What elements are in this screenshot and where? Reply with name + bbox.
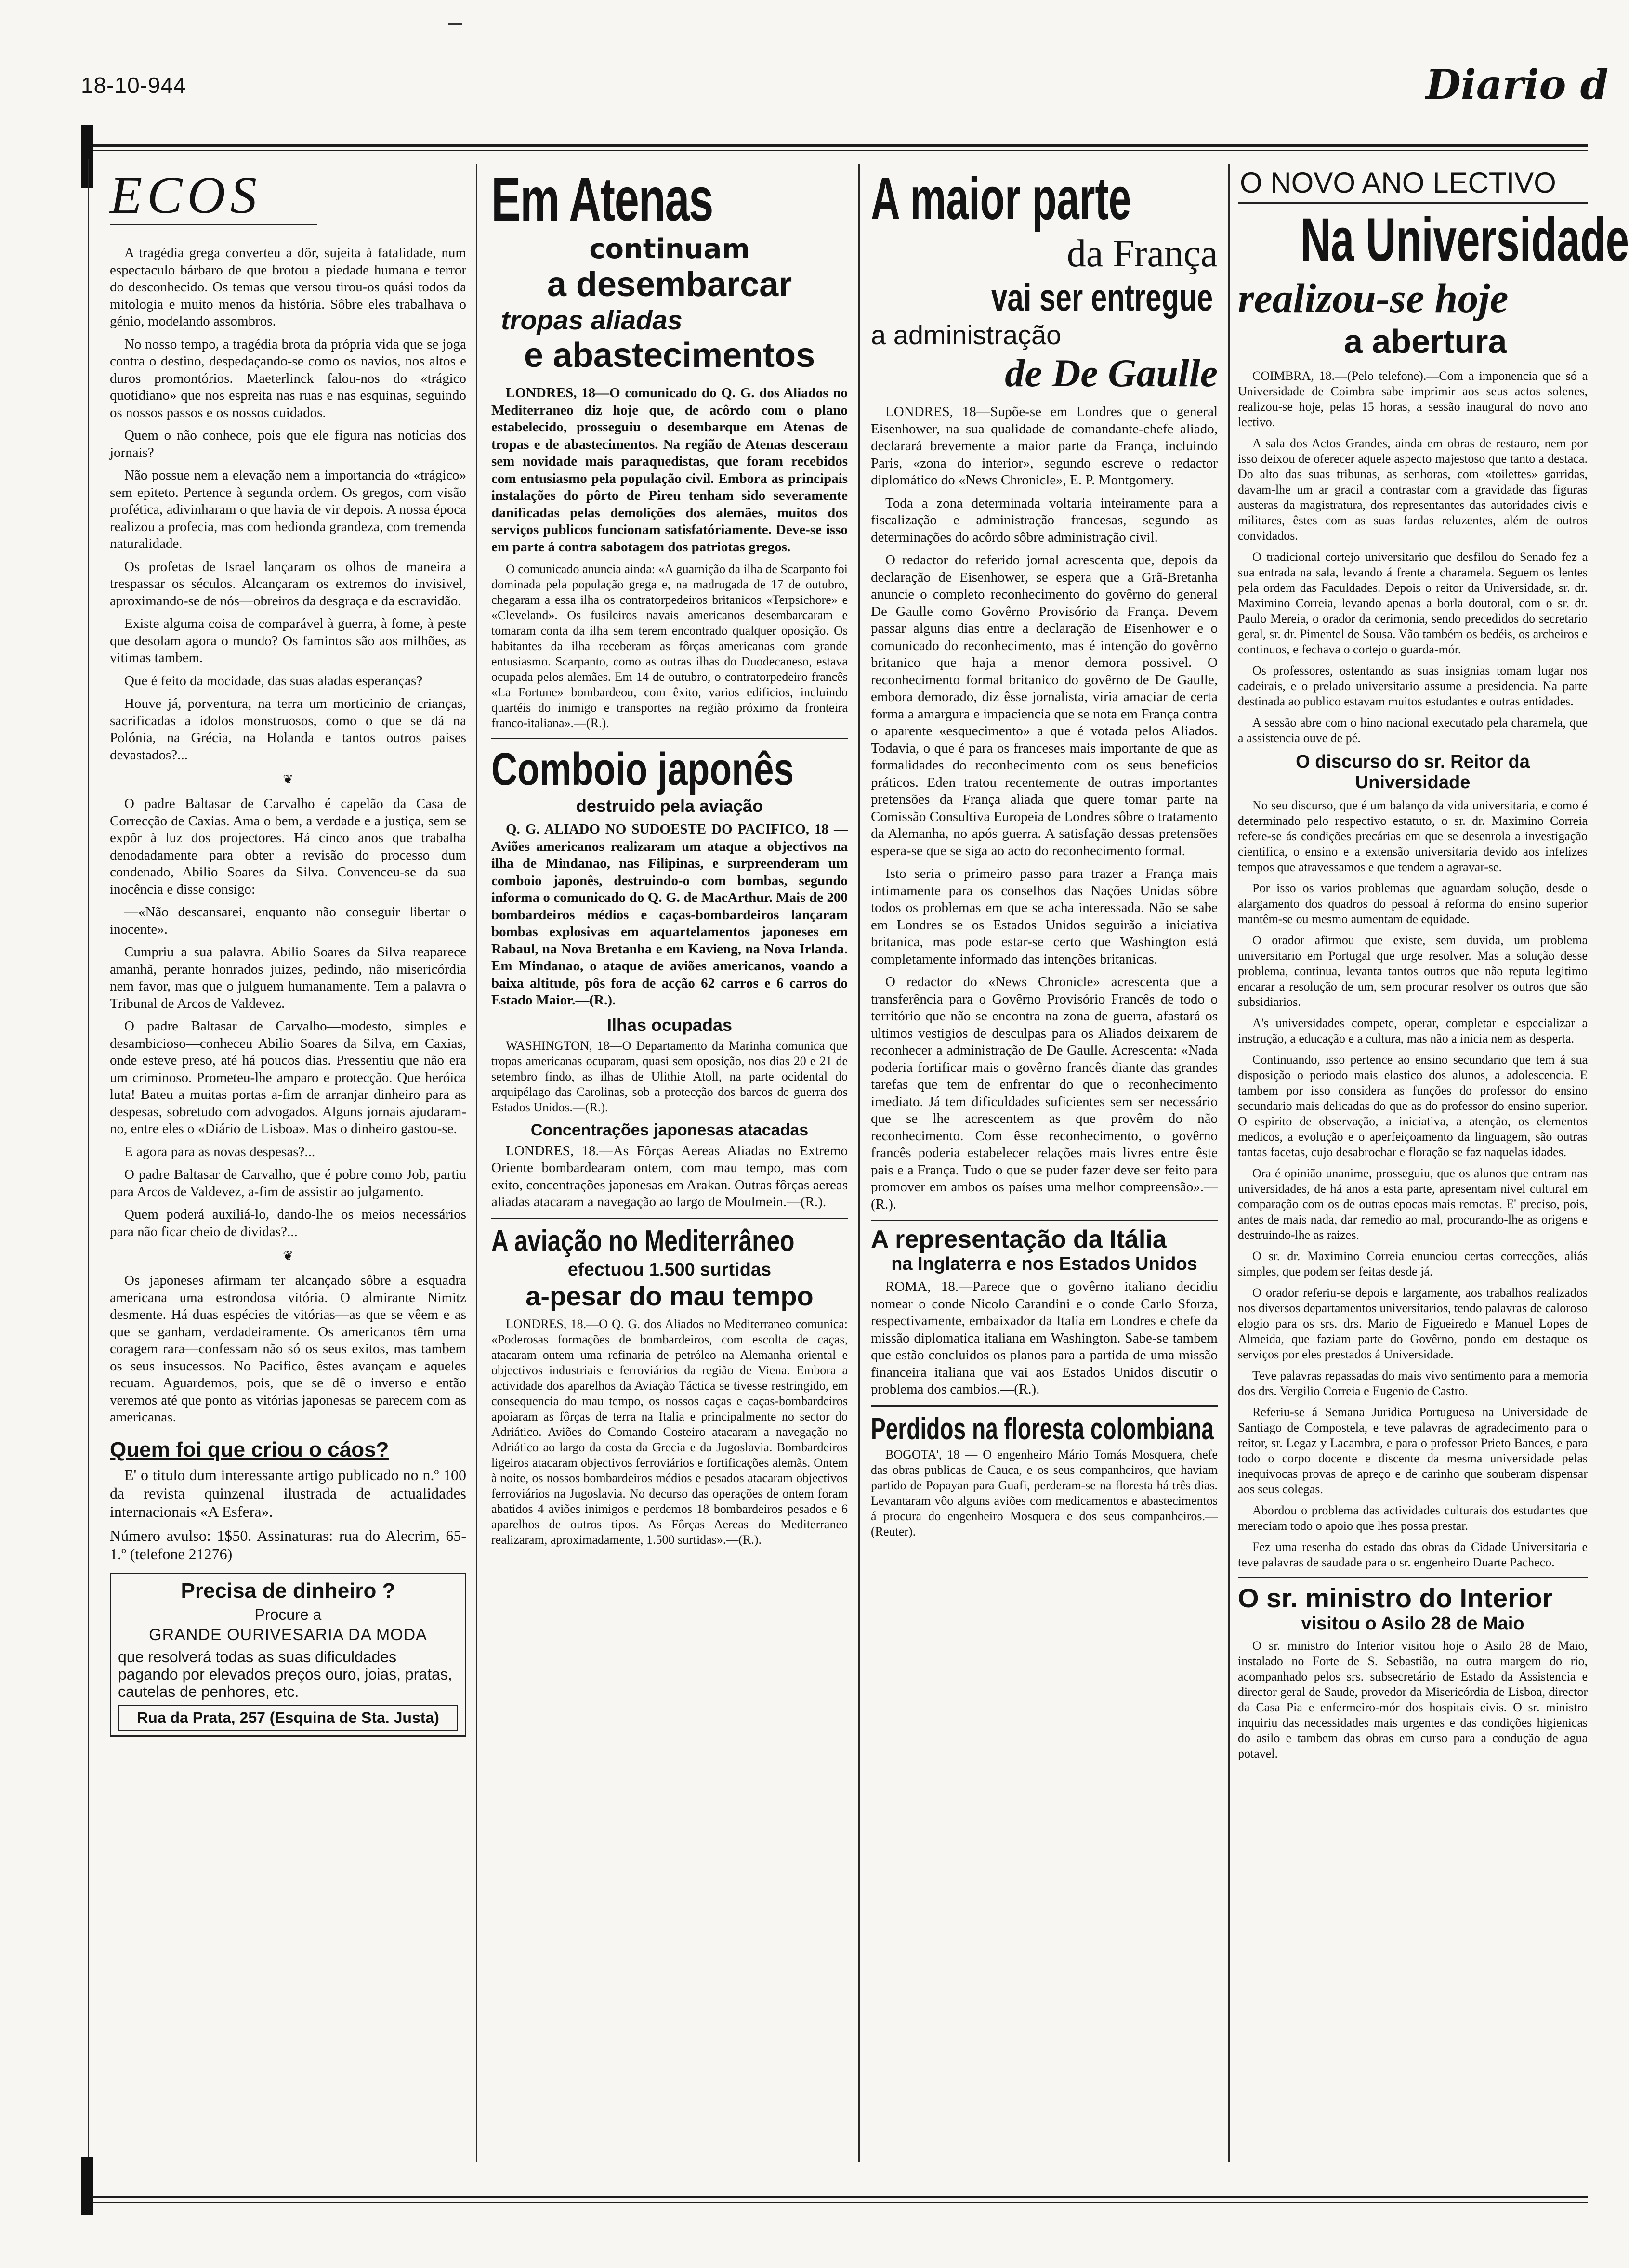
paragraph: Os professores, ostentando as suas insignias tomam lugar nos cadeirais, e o prelado universitario assume a presidencia. Na parte destinada ao publico estavam muitos estudantes e outras entidades. xyxy=(1238,664,1588,708)
ministro-text: O sr. ministro do Interior visitou hoje o Asilo 28 de Maio, instalado no Forte de S. Sebastião, na outra margem do rio, acompanhado pelos srs. subsecretário de Estado da Assistencia e director geral de Saude, provedor da Misericórdia de Lisboa, director da Casa Pia e enfermeiro-mór dos hospitais civis. O sr. ministro inquiriu das necessidades mais urgentes e das condições higienicas do asilo e tambem das obras em curso para a condução de agua potavel. xyxy=(1238,1639,1588,1760)
margin-block-bottom xyxy=(81,2157,93,2215)
ecos-body-2 xyxy=(110,795,466,1240)
divider xyxy=(871,1405,1218,1407)
aviacao-text: LONDRES, 18.—O Q. G. dos Aliados no Mediterraneo comunica: «Poderosas formações de bombardeiros, com escolta de caças, atacaram ontem uma refinaria de petróleo na Alemanha oriental e objectivos industriais e ferroviários da região de Viena. Embora a actividade dos aparelhos da Aviação Táctica se tivesse restringido, em consequencia do mau tempo, os nossos caças e caças-bombardeiros apoiaram as fôrças de terra na Italia e principalmente no sector do Adriático. Aviões do Comando Costeiro atacaram a navegação no Adriático ao largo da costa da Grecia e da Jugoslavia. Bombardeiros ligeiros atacaram objectivos ferroviários e fortificações alemãs. Ontem à noite, os nossos bombardeiros médios e pesados atacaram objectivos ferroviários na Jugoslavia. No decurso das operações de ontem foram abatidos 4 aviões inimigos e perdemos 18 bombardeiros pesados e 6 aparelhos de outros tipos. As Fôrças Aereas do Mediterraneo realizaram, aproximadamente, 1.500 surtidas».—(R.). xyxy=(491,1316,848,1547)
paragraph: O orador referiu-se depois e largamente, aos trabalhos realizados nos diversos departamentos universitarios, tendo palavras de caloroso elogio para os srs. drs. Mario de Figueiredo e Manuel Lopes de Almeida, que faziam parte do Govêrno, pondo em destaque os serviços por eles prestados á Universidade. xyxy=(1238,1286,1588,1361)
ministro-headline: O sr. ministro do Interior xyxy=(1238,1583,1553,1613)
franca-body xyxy=(871,404,1218,1213)
paragraph: LONDRES, 18—O comunicado do Q. G. dos Aliados no Mediterraneo diz hoje que, de acôrdo com o plano estabelecido, prosseguiu o desembarque em Atenas de tropas e de abastecimentos. Na região de Atenas desceram sem novidade mais paraquedistas, que foram recebidos com entusiasmo pela população civil. Embora as principais instalações do pôrto de Pireu tenham sido severamente danificadas pelas demolições dos alemães, muitos dos serviços publicos funcionam satisfatóriamente. Deve-se isso em parte á contra sabotagem dos patriotas gregos. xyxy=(491,385,848,555)
atenas-deck3: tropas aliadas xyxy=(501,305,683,335)
divider xyxy=(491,1218,848,1219)
paragraph: O redactor do «News Chronicle» acrescenta que a transferência para o Govêrno Provisório Francês de todo o território que não se encontra na zona de guerra, afastará os ultimos vestigios de desculpas para os Aliados deixarem de reconhecer a administração de De Gaulle. Acrescenta: «Nada poderia fortificar mais o govêrno francês diante das grandes tarefas que tem de enfrentar do que o reconhecimento imediato. Já tem dificuldades suficientes sem ser necessário que se lhe acrescentem as que provêm do não reconhecimento. Com êsse reconhecimento, o govêrno francês poderia estabelecer relações mais livres entre êste pais e a França. Tudo o que se puder fazer deve ser feito para promover em ambos os países uma melhor compreensão».—(R.). xyxy=(871,974,1218,1212)
comboio-headline: Comboio japonês xyxy=(491,743,794,795)
bottom-rule xyxy=(92,2196,1588,2198)
paragraph: Q. G. ALIADO NO SUDOESTE DO PACIFICO, 18 — Aviões americanos realizaram um ataque a objectivos na ilha de Mindanao, nas Filipinas, e surpreenderam um comboio japonês, destruindo-o com bombas, segundo informa o comunicado do Q. G. de MacArthur. Mais de 200 bombardeiros médios e caças-bombardeiros lançaram bombas explosivas em aquartelamentos japoneses em Rabaul, na Nova Bretanha e em Kavieng, na Nova Irlanda. Em Mindanao, o ataque de aviões americanos, voando a baixa altitude, pôs fora de acção 62 carros e 6 carros do Estado Maior.—(R.). xyxy=(491,821,848,1008)
universidade-deck1: realizou-se hoje xyxy=(1238,275,1509,321)
ilhas-text: WASHINGTON, 18—O Departamento da Marinha comunica que tropas americanas ocuparam, quasi sem oposição, nos dias 20 e 21 de setembro findo, as ilhas de Ulithie Atoll, na parte ocidental do arquipélago das Carolinas, sob a protecção dos barcos de guerra dos Estados Unidos.—(R.). xyxy=(491,1038,848,1114)
atenas-deck4: e abastecimentos xyxy=(524,336,815,375)
paragraph: A's universidades compete, operar, completar e especializar a instrução, a educação e a cultura, mas não a inicia nem as desperta. xyxy=(1238,1016,1588,1045)
paragraph: Fez uma resenha do estado das obras da Cidade Universitaria e teve palavras de saudade para o sr. engenheiro Duarte Pacheco. xyxy=(1238,1540,1588,1569)
franca-headline: A maior parte xyxy=(871,166,1131,232)
column-rule-3 xyxy=(1228,164,1230,2162)
ecos-body-3 xyxy=(110,1272,466,1426)
separator: ❦ xyxy=(283,772,293,786)
paragraph: A sala dos Actos Grandes, ainda em obras de restauro, nem por isso deixou de oferecer aquele aspecto majestoso que tanto a destaca. Do alto das suas tribunas, as senhoras, com «toilettes» garridas, davam-lhe um ar gracil a contrastar com a gravidade das figuras austeras da magistratura, dos representantes das autoridades civis e militares, êstes com as suas fardas reluzentes, além de outros convidados. xyxy=(1238,436,1588,543)
paragraph: Não possue nem a elevação nem a importancia do «trágico» sem epiteto. Pertence à segunda ordem. Os gregos, com visão profética, adivinharam o que havia de vir depois. A nossa época realizou a profecia, mas com hedionda grandeza, com tremenda naturalidade. xyxy=(110,468,466,551)
italia-headline: A representação da Itália xyxy=(871,1225,1167,1253)
paragraph: Referiu-se á Semana Juridica Portuguesa na Universidade de Santiago de Compostela, e teve palavras de agradecimento para o reitor, sr. Legaz y Lacambra, e para o professor Prieto Bances, e para todo o corpo docente e discente da mesma universidade pelas inequivocas provas de apreço e de carinho que souberam dispensar aos seus colegas. xyxy=(1238,1405,1588,1496)
concentracoes-text: LONDRES, 18.—As Fôrças Aereas Aliadas no Extremo Oriente bombardearam ontem, com mau tempo, mas com exito, concentrações japonesas em Arakan. Outras fôrças aereas aliadas atacaram a navegação ao largo de Moulmein.—(R.). xyxy=(491,1143,848,1210)
atenas-deck1: continuam xyxy=(589,234,750,265)
paragraph: No seu discurso, que é um balanço da vida universitaria, e como é determinado pelo respectivo estatuto, o sr. dr. Maximino Correia refere-se ás condições precárias em que se desenrola a investigação cientifica, o ensino e a extensão universitaria devido aos infelizes tempos que atravessamos e que tendem a agravar-se. xyxy=(1238,798,1588,874)
paragraph: Cumpriu a sua palavra. Abilio Soares da Silva reaparece amanhã, perante honrados juizes, pedindo, não misericórdia nem favor, mas que o julguem humanamente. Tem a palavra o Tribunal de Arcos de Valdevez. xyxy=(110,944,466,1011)
paragraph: Que é feito da mocidade, das suas aladas esperanças? xyxy=(124,673,423,689)
caos-price: Número avulso: 1$50. Assinaturas: rua do Alecrim, 65-1.º (telefone 21276) xyxy=(110,1526,466,1563)
paragraph: Teve palavras repassadas do mais vivo sentimento para a memoria dos drs. Vergilio Correia e Eugenio de Castro. xyxy=(1238,1369,1588,1398)
italia-subhead: na Inglaterra e nos Estados Unidos xyxy=(891,1254,1197,1274)
discurso-body xyxy=(1238,798,1588,1570)
advert-title: Precisa de dinheiro ? xyxy=(181,1578,395,1603)
franca-deck4: de De Gaulle xyxy=(1005,351,1218,395)
advert-box xyxy=(110,1573,466,1737)
paragraph: —«Não descansarei, enquanto não conseguir libertar o inocente». xyxy=(110,904,466,937)
franca-deck1: da França xyxy=(1066,233,1218,275)
discurso-heading: O discurso do sr. Reitor da Universidade xyxy=(1296,752,1530,793)
paragraph: O padre Baltasar de Carvalho—modesto, simples e desambicioso—conheceu Abilio Soares da Silva, em Caxias, onde esteve preso, até há poucos dias. Pressentiu que não era um criminoso. Prometeu-lhe amparo e protecção. Que heróica luta! Bateu a muitas portas a-fim de arranjar dinheiro para as despesas, sobretudo com advogados. Alguns jornais ajudaram-no, entre eles o «Diário de Lisboa». Mas o dinheiro gastou-se. xyxy=(110,1018,466,1136)
separator: ❦ xyxy=(283,1249,293,1263)
paragraph: O redactor do referido jornal acrescenta que, depois da declaração de Eisenhower, se espera que a Grã-Bretanha anuncie o completo reconhecimento do govêrno do general De Gaulle como Govêrno Provisório da França. Devem passar alguns dias entre a declaração de Eisenhower e o comunicado do reconhecimento, mas é intenção do govêrno britanico que haja a menor demora possivel. O reconhecimento formal britanico do govêrno de De Gaulle, embora demorado, diz êsse jornalista, viria amaciar de certa forma a amargura e impaciencia que se nota em França contra o aparente «esquecimento» a que é votada pelos Aliados. Todavia, o que é para os franceses mais importante de que as formalidades do reconhecimento com os seus beneficios práticos. Eden tratou recentemente de outras importantes pretensões da França aliada que quere tomar parte na Comissão Consultiva Europeia de Londres sôbre o tratamento da Alemanha, no após guerra. A satisfação dessas pretensões espera-se que se siga ao acto do reconhecimento formal. xyxy=(871,552,1218,859)
universidade-headline: Na Universidade xyxy=(1301,206,1629,274)
paragraph: Quem poderá auxiliá-lo, dando-lhe os meios necessários para não ficar cheio de dividas?... xyxy=(110,1207,466,1239)
divider xyxy=(491,738,848,739)
universidade-deck2: a abertura xyxy=(1344,323,1507,360)
paragraph: Os profetas de Israel lançaram os olhos de maneira a trespassar os séculos. Alcançaram os extremos do invisivel, aproximando-se de nós—obreiros da desgraça e da escravidão. xyxy=(110,559,466,609)
caos-heading: Quem foi que criou o cáos? xyxy=(110,1437,389,1461)
aviacao-subhead: efectuou 1.500 surtidas xyxy=(567,1259,772,1280)
caos-text: E' o titulo dum interessante artigo publicado no n.º 100 da revista quinzenal ilustrada de actualidades internacionais «A Esfera». xyxy=(110,1466,466,1520)
ecos-title: ECOS xyxy=(110,166,317,225)
paragraph: O padre Baltasar de Carvalho, que é pobre como Job, partiu para Arcos de Valdevez, a-fim de assistir ao julgamento. xyxy=(110,1167,466,1199)
column-rule-2 xyxy=(858,164,860,2162)
paragraph: Os japoneses afirmam ter alcançado sôbre a esquadra americana uma estrondosa vitória. O almirante Nimitz desmente. Há duas espécies de vitórias—as que se vêem e as que se ganham, verdadeiramente. Os americanos têm uma coragem rara—confessam não só os seus exitos, mas tambem os seus insucessos. No Pacifico, êstes avançam e aqueles recuam. Aguardemos, pois, que se dê o inverso e então veremos até que ponto as vitórias japonesas se parecem com as americanas. xyxy=(110,1273,466,1425)
atenas-column xyxy=(491,166,848,2189)
bottom-rule-thin xyxy=(92,2202,1588,2203)
paragraph: A sessão abre com o hino nacional executado pela charamela, que a assistencia ouve de pé. xyxy=(1238,716,1588,745)
perdidos-text: BOGOTA', 18 — O engenheiro Mário Tomás Mosquera, chefe das obras publicas de Cauca, e os seus companheiros, que haviam partido de Popayan para Guafi, perderam-se na floresta há três dias. Levantaram vôo alguns aviões com medicamentos e abastecimentos á procura do engenheiro Mosquera e dos seus companheiros.—(Reuter). xyxy=(871,1447,1218,1538)
divider xyxy=(1238,202,1588,204)
paragraph: Toda a zona determinada voltaria inteiramente para a fiscalização e administração francesas, segundo as determinações do acôrdo sôbre administração civil. xyxy=(871,495,1218,545)
aviacao-headline: A aviação no Mediterrâneo xyxy=(491,1224,795,1258)
atenas-body xyxy=(491,385,848,556)
ministro-subhead: visitou o Asilo 28 de Maio xyxy=(1301,1614,1524,1634)
paragraph: Continuando, isso pertence ao ensino secundario que tem á sua disposição o periodo mais elastico dos alunos, a adolescencia. E tambem por isso considera as funções do professor do ensino secundario mais delicadas do que as do professor do ensino superior. O espirito de observação, a iniciativa, a atenção, os elementos medicos, a evolução e o aperfeiçoamento da linguagem, são outras tantas facetas, cujo desabrochar e floração se faz naquelas idades. xyxy=(1238,1053,1588,1159)
top-mark xyxy=(448,23,462,25)
paragraph: COIMBRA, 18.—(Pelo telefone).—Com a imponencia que só a Universidade de Coimbra sabe imprimir aos seus actos solenes, realizou-se hoje, pelas 15 horas, a sessão inaugural do novo ano lectivo. xyxy=(1238,369,1588,429)
paragraph: No nosso tempo, a tragédia brota da própria vida que se joga contra o destino, despedaçando-se como os navios, nos altos e duros promontórios. Maeterlinck falou-nos do «trágico quotidiano» que nos espreita nas ruas e nas esquinas, seguindo os nossos passos e os nossos cuidados. xyxy=(110,336,466,420)
paragraph: Houve já, porventura, na terra um morticinio de crianças, sacrificadas a idolos monstruosos, como o que se dá na Polónia, na Grécia, na Holanda e tantos outros paises devastados?... xyxy=(110,696,466,763)
paragraph: O tradicional cortejo universitario que desfilou do Senado fez a sua entrada na sala, levando á frente a charamela. Seguem os lentes pela ordem das Faculdades. Depois o reitor da Universidade, sr. dr. Maximino Correia, levando apenas a borla doutoral, com o sr. dr. Paulo Mereia, o orador da cerimonia, sendo precedidos do secretario geral, sr. dr. Pimentel de Sousa. Vão também os bedéis, os archeiros e continuos, e fechava o cortejo o guarda-mór. xyxy=(1238,550,1588,656)
paragraph: Quem o não conhece, pois que ele figura nas noticias dos jornais? xyxy=(110,428,466,460)
advert-body: que resolverá todas as suas dificuldades pagando por elevados preços ouro, joias, pratas, cautelas de penhores, etc. xyxy=(118,1648,452,1700)
concentracoes-heading: Concentrações japonesas atacadas xyxy=(530,1121,809,1139)
italia-text: ROMA, 18.—Parece que o govêrno italiano decidiu nomear o conde Nicolo Carandini e o conde Carlo Sforza, respectivamente, embaixador da Italia em Londres e chefe da missão diplomatica italiana em Washington. Sabe-se tambem que estão concluidos os planos para a partida de uma missão financeira italiana que vai aos Estados Unidos discutir o problema dos cambios.—(R.). xyxy=(871,1279,1218,1397)
ilhas-heading: Ilhas ocupadas xyxy=(606,1015,733,1035)
atenas-communique: O comunicado anuncia ainda: «A guarnição da ilha de Scarpanto foi dominada pela população grega e, na madrugada de 17 de outubro, chegaram a essa ilha os contratorpedeiros britanicos «Terpsichore» e «Cleveland». Os fusileiros navais americanos desembarcaram e tomaram conta da ilha sem terem encontrado qualquer oposição. Os habitantes da ilha receberam as fôrças americanas com grande entusiasmo. Scarpanto, como as outras ilhas do Duodecaneso, estava ocupada pelos alemães. Em 14 de outubro, o contratorpedeiro francês «La Fortune» bombardeou, com êxito, varios edificios, incluindo quartéis do inimigo e transportes na região próximo da fronteira franco-italiana».—(R.). xyxy=(491,562,848,730)
paragraph: O padre Baltasar de Carvalho é capelão da Casa de Correcção de Caxias. Ama o bem, a verdade e a justiça, sem se expôr à luz dos projectores. Há cinco anos que trabalha denodadamente para obter a revisão do processo dum condenado, Abilio Soares da Silva. Convenceu-se da sua inocência e disse consigo: xyxy=(110,796,466,897)
paragraph: Abordou o problema das actividades culturais dos estudantes que mereciam todo o apoio que lhes possa prestar. xyxy=(1238,1503,1588,1533)
top-rule xyxy=(92,144,1588,147)
paragraph: O sr. dr. Maximino Correia enunciou certas correcções, aliás simples, que podem ser feitas desde já. xyxy=(1238,1249,1588,1278)
masthead-title: Diario d xyxy=(1426,61,1609,108)
comboio-subhead: destruido pela aviação xyxy=(576,796,763,816)
franca-column xyxy=(871,166,1218,2189)
paragraph: Isto seria o primeiro passo para trazer a França mais intimamente para os conselhos das Nações Unidas sôbre todos os problemas em que se acha interessada. Não se sabe em Londres se os Estados Unidos seguirão a iniciativa britanica, mas pode estar-se certo que Washington está completamente informado das intenções britanicas. xyxy=(871,866,1218,967)
perdidos-headline: Perdidos na floresta colombiana xyxy=(871,1411,1214,1446)
franca-deck2: vai ser entregue xyxy=(991,276,1213,319)
franca-deck3: a administração xyxy=(871,320,1062,350)
atenas-deck2: a desembarcar xyxy=(547,265,792,304)
universidade-body xyxy=(1238,368,1588,746)
paragraph: Ora é opinião unanime, prosseguiu, que os alunos que entram nas universidades, de há anos a esta parte, apresentam nivel cultural em comparação com os de outras epocas mais remotas. E' preciso, pois, antes de mais nada, dar remedio ao mal, procurando-lhe as origens e destruindo-lhe as raizes. xyxy=(1238,1166,1588,1242)
advert-shop: GRANDE OURIVESARIA DA MODA xyxy=(149,1625,427,1644)
universidade-kicker: O NOVO ANO LECTIVO xyxy=(1240,167,1556,199)
aviacao-subhead2: a-pesar do mau tempo xyxy=(525,1280,814,1311)
paragraph: LONDRES, 18—Supõe-se em Londres que o general Eisenhower, na sua qualidade de comandante-chefe aliado, declarará brevemente a maior parte da França, incluindo Paris, «zona do interior», segundo escreve o redactor diplomático do «News Chronicle», E. P. Montgomery. xyxy=(871,404,1218,488)
comboio-body xyxy=(491,821,848,1009)
top-rule-thin xyxy=(92,150,1588,151)
ecos-body xyxy=(110,245,466,764)
atenas-headline: Em Atenas xyxy=(491,165,713,234)
paragraph: A tragédia grega converteu a dôr, sujeita à fatalidade, num espectaculo bárbaro de que brotou a piedade humana e terror do desconhecido. Os temas que versou tirou-os quási todos da mitologia e muito menos da história. Sôbre eles trabalhava o génio, modelando assombros. xyxy=(110,245,466,329)
page-date: 18-10-944 xyxy=(81,73,186,98)
divider xyxy=(871,1220,1218,1221)
paragraph: O orador afirmou que existe, sem duvida, um problema universitario em Portugal que urge resolver. Mas a solução desse problema, continua, levanta tantos outros que não reputa legitimo encarar a resolução de um, sem procurar resolver os outros que são subsidiarios. xyxy=(1238,933,1588,1009)
advert-address: Rua da Prata, 257 (Esquina de Sta. Justa) xyxy=(118,1705,458,1731)
margin-rule xyxy=(88,159,89,2157)
column-rule-1 xyxy=(476,164,477,2162)
advert-line1: Procure a xyxy=(254,1605,322,1623)
universidade-column xyxy=(1238,166,1629,2189)
paragraph: E agora para as novas despesas?... xyxy=(124,1144,315,1160)
divider xyxy=(1238,1577,1588,1578)
margin-block-top xyxy=(81,125,93,188)
paragraph: Por isso os varios problemas que aguardam solução, desde o alargamento dos quadros do pessoal á reforma do ensino superior mantêm-se ou mesmo aumentam de equidade. xyxy=(1238,881,1588,926)
paragraph: Existe alguma coisa de comparável à guerra, à fome, à peste que desolam agora o mundo? Os famintos são aos milhões, as vitimas tambem. xyxy=(110,616,466,665)
ecos-column xyxy=(110,166,466,2189)
